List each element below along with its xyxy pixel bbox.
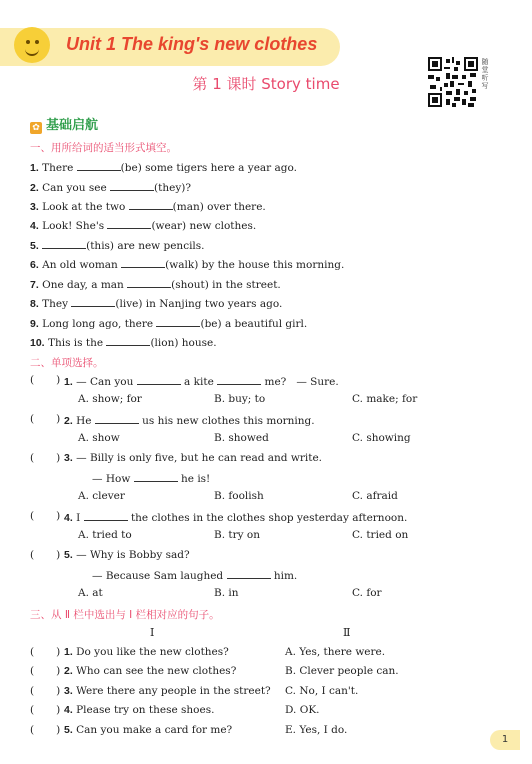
part3-title: 三、从 Ⅱ 栏中选出与 Ⅰ 栏相对应的句子。 — [30, 609, 220, 621]
match-left: 3. Were there any people in the street? — [64, 685, 271, 697]
answer-blank[interactable] — [107, 218, 151, 229]
match-right: E. Yes, I do. — [285, 724, 348, 736]
question-5: 5. — Why is Bobby sad? — [64, 549, 190, 561]
answer-paren[interactable]: ( ) — [30, 374, 61, 386]
list-item: 2. Can you see (they)? — [30, 182, 191, 194]
qr-label: 随堂听写 — [481, 58, 489, 90]
answer-paren[interactable]: ( ) — [30, 685, 61, 697]
list-item: 7. One day, a man (shout) in the street. — [30, 279, 281, 291]
option: B. in — [214, 587, 239, 599]
match-left: 1. Do you like the new clothes? — [64, 646, 229, 658]
option: B. foolish — [214, 490, 264, 502]
answer-blank[interactable] — [84, 510, 128, 521]
answer-blank[interactable] — [110, 180, 154, 191]
match-left: 2. Who can see the new clothes? — [64, 665, 237, 677]
match-right: B. Clever people can. — [285, 665, 399, 677]
question-5-line2: — Because Sam laughed him. — [92, 570, 298, 582]
part1-title: 一、用所给词的适当形式填空。 — [30, 142, 177, 154]
answer-blank[interactable] — [217, 374, 261, 385]
list-item: 10. This is the (lion) house. — [30, 337, 217, 349]
list-item: 3. Look at the two (man) over there. — [30, 201, 266, 213]
match-right: D. OK. — [285, 704, 320, 716]
list-item: 1. There (be) some tigers here a year ago. — [30, 162, 297, 174]
list-item: 8. They (live) in Nanjing two years ago. — [30, 298, 283, 310]
qr-code-icon — [428, 57, 478, 107]
option: B. try on — [214, 529, 260, 541]
option: B. showed — [214, 432, 269, 444]
unit-title: Unit 1 The king's new clothes — [66, 34, 318, 54]
option: B. buy; to — [214, 393, 266, 405]
answer-blank[interactable] — [134, 471, 178, 482]
answer-blank[interactable] — [227, 568, 271, 579]
section-heading: ✿ 基础启航 — [30, 114, 98, 134]
page-number: 1 — [490, 730, 520, 750]
answer-blank[interactable] — [129, 199, 173, 210]
match-right: C. No, I can't. — [285, 685, 359, 697]
option: A. tried to — [78, 529, 132, 541]
answer-blank[interactable] — [95, 413, 139, 424]
match-left: 5. Can you make a card for me? — [64, 724, 233, 736]
option: C. showing — [352, 432, 411, 444]
list-item: 9. Long long ago, there (be) a beautiful girl. — [30, 318, 308, 330]
list-item: 5. (this) are new pencils. — [30, 240, 205, 252]
list-item: 6. An old woman (walk) by the house this morning. — [30, 259, 345, 271]
answer-paren[interactable]: ( ) — [30, 510, 61, 522]
question-3: 3. — Billy is only five, but he can read and write. — [64, 452, 322, 464]
match-right: A. Yes, there were. — [285, 646, 386, 658]
answer-blank[interactable] — [156, 316, 200, 327]
column-header-2: Ⅱ — [343, 626, 351, 639]
option: C. tried on — [352, 529, 409, 541]
option: A. show; for — [78, 393, 142, 405]
answer-blank[interactable] — [71, 296, 115, 307]
question-4: 4. I the clothes in the clothes shop yesterday afternoon. — [64, 512, 408, 524]
option: A. show — [78, 432, 120, 444]
question-2: 2. He us his new clothes this morning. — [64, 415, 315, 427]
option: C. for — [352, 587, 382, 599]
list-item: 4. Look! She's (wear) new clothes. — [30, 220, 257, 232]
option: C. make; for — [352, 393, 418, 405]
answer-paren[interactable]: ( ) — [30, 452, 61, 464]
answer-paren[interactable]: ( ) — [30, 413, 61, 425]
smiley-icon — [14, 27, 50, 63]
answer-blank[interactable] — [121, 257, 165, 268]
sprout-icon: ✿ — [30, 122, 42, 134]
answer-blank[interactable] — [137, 374, 181, 385]
option: A. at — [78, 587, 103, 599]
lesson-title: 第 1 课时 Story time — [192, 75, 340, 93]
answer-blank[interactable] — [42, 238, 86, 249]
option: C. afraid — [352, 490, 398, 502]
question-3-line2: — How he is! — [92, 473, 211, 485]
answer-paren[interactable]: ( ) — [30, 646, 61, 658]
answer-paren[interactable]: ( ) — [30, 665, 61, 677]
answer-blank[interactable] — [127, 277, 171, 288]
match-left: 4. Please try on these shoes. — [64, 704, 215, 716]
question-1: 1. — Can you a kite me? — Sure. — [64, 376, 339, 388]
answer-blank[interactable] — [77, 160, 121, 171]
answer-blank[interactable] — [106, 335, 150, 346]
answer-paren[interactable]: ( ) — [30, 549, 61, 561]
column-header-1: Ⅰ — [150, 626, 155, 639]
part2-title: 二、单项选择。 — [30, 357, 104, 369]
answer-paren[interactable]: ( ) — [30, 704, 61, 716]
option: A. clever — [78, 490, 125, 502]
answer-paren[interactable]: ( ) — [30, 724, 61, 736]
